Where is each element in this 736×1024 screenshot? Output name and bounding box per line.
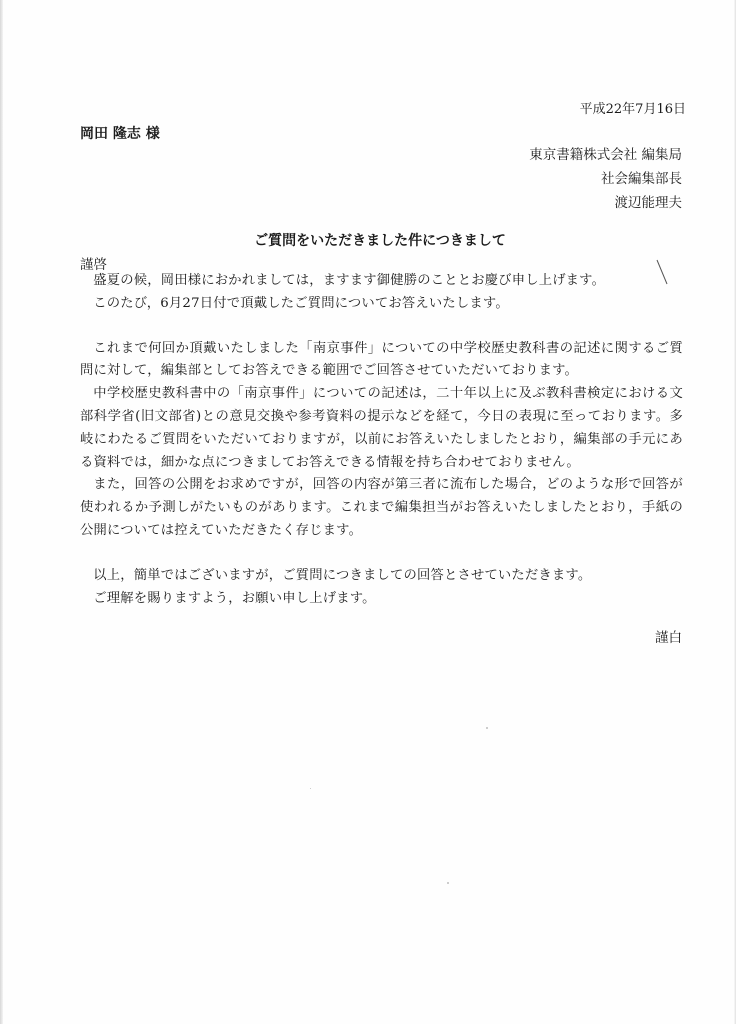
body-paragraph: 以上，簡単ではございますが，ご質問につきましての回答とさせていただきます。 [93,567,592,583]
sender-name: 渡辺能理夫 [614,195,682,211]
recipient-name: 岡田 隆志 様 [80,126,160,142]
body-paragraph: これまで何回か頂戴いたしました「南京事件」についての中学校歴史教科書の記述に関するご質問に対して，編集部としてお答えできる範囲でご回答させていただいております。 [80,340,683,379]
sender-company-department: 東京書籍株式会社 編集局 [529,147,682,163]
letter-subject: ご質問をいただきました件につきまして [254,233,506,249]
salutation: 謹啓 [80,257,107,273]
body-paragraph: 盛夏の候，岡田様におかれましては，ますます御健勝のこととお慶び申し上げます。 [93,273,606,288]
letter-date: 平成22年7月16日 [579,102,686,117]
scan-edge-left [0,0,3,1024]
body-paragraph: また，回答の公開をお求めですが，回答の内容が第三者に流布した場合，どのような形で回答が使われるか予測しがたいものがあります。これまで編集担当がお答えいたしましたとおり，手紙の公開については控えていただきたく存じます。 [80,477,683,538]
sender-block [440,143,682,215]
scan-speck [310,788,311,789]
paragraph-gap [80,543,683,565]
body-paragraph: 中学校歴史教科書中の「南京事件」についての記述は，二十年以上に及ぶ教科書検定における文部科学省(旧文部省)との意見交換や参考資料の提示などを経て，今日の表現に至っております。多岐にわたるご質問をいただいておりますが，以前にお答えいたしましたとおり，編集部の手元にある資料では，細かな点につきましてお答えできる情報を持ち合わせておりません。 [80,386,683,470]
letter-body [80,270,683,610]
scan-speck [486,727,488,729]
scan-speck [447,882,449,884]
body-paragraph: ご理解を賜りますよう，お願い申し上げます。 [93,590,376,606]
paragraph-gap [80,316,683,338]
closing-remark: 謹白 [655,630,682,646]
body-paragraph: このたび，6月27日付で頂戴したご質問についてお答えいたします。 [93,295,509,311]
sender-section: 社会編集部長 [601,171,682,187]
